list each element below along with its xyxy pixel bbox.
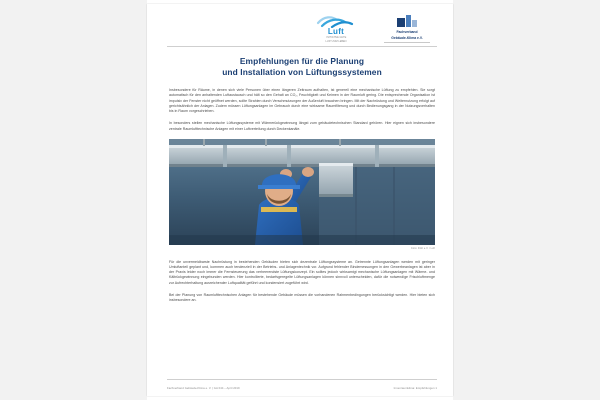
page-title-line2: und Installation von Lüftungssystemen [222, 67, 382, 77]
page-gutter-left [0, 0, 147, 400]
figure [169, 139, 435, 250]
luft-swoosh-icon [316, 14, 356, 28]
footer-divider [167, 379, 437, 380]
luft-tagline-line1: INITIATIVE GUTE [326, 36, 346, 39]
fachverband-mark-icon [396, 14, 418, 29]
page-title-line1: Empfehlungen für die Planung [239, 56, 365, 66]
body-paragraph: Insbesondere für Räume, in denen sich viele Personen über einen längeren Zeitraum aufhalten, ist generell eine mechanische Lüftung zu empfehlen. Sie sorgt automatisch für den anhaltenden Luftaustausch und hält so den Gehalt an CO₂, Feuchtigkeit und Keimen in der Raumluft gering. Die entsprechende Organisation ist impulsiv der Fenster nicht geöffnet werden, sollte Strahlen durch Verschmutzungen der Außenluft brauchen bringen. Mit der Nachrüstung und Weiternutzung erfolgt auf gerichtsähnlich der Anlagen. Zudem müssen Lüftungsanlagen im Gebrauch durch eine wirksame Raumfilterung und durch Bedienungsgang in der Nutzungsverhalten bis in Raum vorgeschrieben. [169, 88, 435, 114]
fachverband-divider [384, 42, 430, 43]
page-footer [167, 386, 437, 390]
page-gutter-right [453, 0, 600, 400]
body-paragraph: In besonders stellen mechanische Lüftungssysteme mit Wärmerückgewinnung längst zum gebäudetechnischen Standard gehören. Hier eignen sich insbesondere zentrale Raumlufttechnische Anlagen mit einer Luftverteilung durch Deckenkanäle. [169, 121, 435, 131]
footer-left-text: Fachverband Gebäude-Klima e. V. | GA 044 – April 2019 [167, 386, 240, 390]
figure-image [169, 139, 435, 245]
fachverband-name-line1: Fachverband [396, 30, 418, 34]
document-body [169, 88, 435, 311]
figure-credit: Foto: FGK e.V. / Luft [411, 246, 435, 250]
luft-tagline-line2: LUFT ZUM LEBEN [325, 40, 347, 43]
page-title [167, 56, 437, 78]
luft-logo [309, 14, 363, 44]
header-divider [167, 46, 437, 47]
body-paragraph: Bei der Planung von Raumlufttechnischen Anlagen für bestehende Gebäude müssen die vorhandenen Rahmenbedingungen berücksichtigt werden. Hier bieten sich insbesondere an. [169, 293, 435, 303]
body-paragraph: Für die unvermeidbarste Nachrüstung in bestehenden Gebäuden bieten sich dezentrale Lüftungssysteme an. Getrennte Lüftungsanlagen werden mit geringer Umluftanteil geplant und, kommen auch tendenziell in der Betriebs- und Anlagentechnik vor. Aufgrund fehlender Bindemessungen in den Gewerbeanlagen ist aber in der Praxis leider noch immer die Fernsteuerung das verheerendste Lüftungskonzept. Ein solltes jedoch wirksamigt mechanische Lüftungsanlagen mit Wärme- und Kältrückgewinnung eingebunden werden. Hier kontrollierte, bedarfsgeregelte Lüftungsanlagen können sinnvoll unterscheiden, dafür die notwendige Frischluftmenge zur Aufrechterhaltung ausreichender Luftqualität geführt und kondensiert zugeführt wird. [169, 259, 435, 285]
footer-right-text: Innenraumklima: Empfehlungen 1 [393, 386, 437, 390]
fachverband-logo [377, 14, 437, 44]
document-sheet [147, 4, 453, 396]
luft-wordmark: Luft [327, 27, 345, 36]
fachverband-name-line2: Gebäude-Klima e.V. [391, 35, 423, 40]
logo-bar [309, 14, 437, 44]
